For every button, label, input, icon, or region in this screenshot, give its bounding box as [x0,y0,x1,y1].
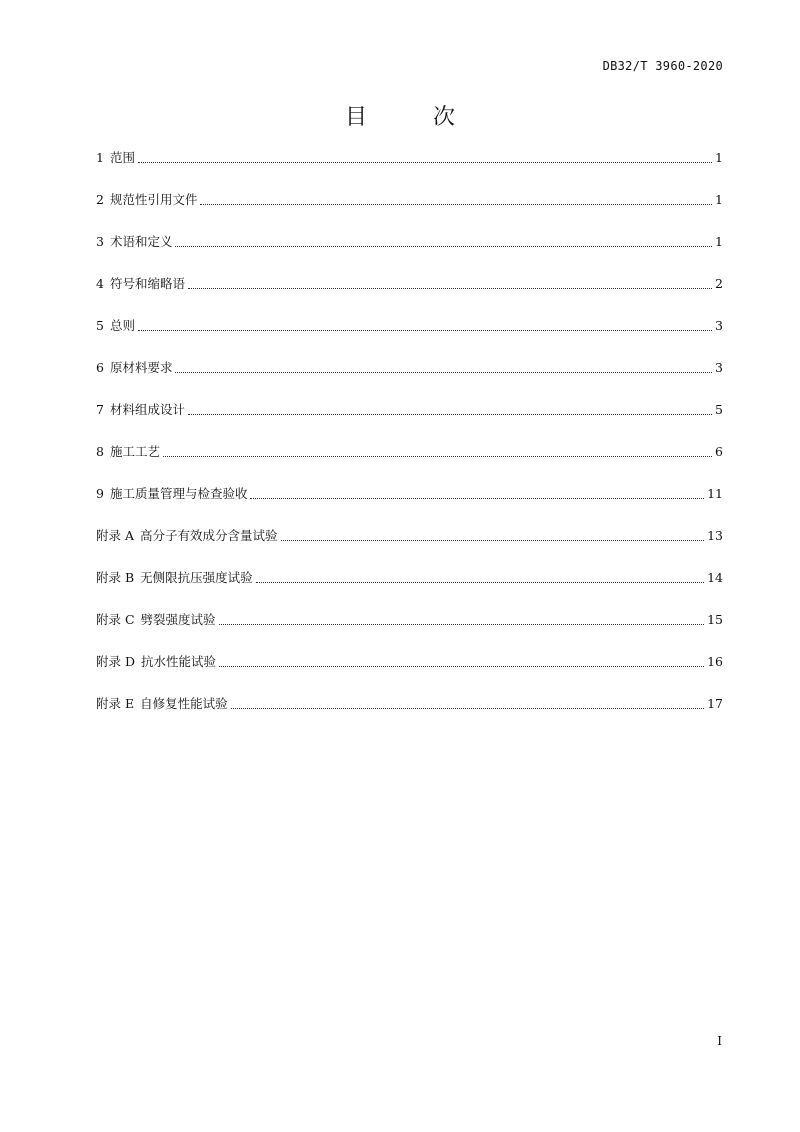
toc-entry-label: 材料组成设计 [109,402,185,417]
toc-entry-appendix-a[interactable] [96,527,723,569]
toc-entry-page: 1 [715,234,723,249]
dot-leader [250,485,704,499]
toc-entry-2[interactable] [96,191,723,233]
dot-leader [200,191,712,205]
toc-entry-page: 6 [715,444,723,459]
toc-entry-number: 7 [96,402,104,417]
dot-leader [188,275,712,289]
toc-entry-label: 范围 [109,150,135,165]
toc-entry-label: 无侧限抗压强度试验 [140,570,253,585]
dot-leader [175,359,712,373]
dot-leader [231,695,704,709]
toc-entry-label: 原材料要求 [109,360,173,375]
toc-entry-page: 2 [715,276,723,291]
dot-leader [219,611,705,625]
toc-entry-number: 附录 A [96,528,135,543]
dot-leader [175,233,712,247]
toc-entry-page: 3 [715,360,723,375]
dot-leader [188,401,712,415]
toc-entry-appendix-e[interactable] [96,695,723,737]
toc-entry-page: 5 [715,402,723,417]
dot-leader [138,149,712,163]
toc-entry-page: 11 [707,486,723,501]
toc-entry-label: 高分子有效成分含量试验 [140,528,278,543]
dot-leader [281,527,705,541]
toc-entry-number: 附录 D [96,654,135,669]
toc-entry-label: 符号和缩略语 [109,276,185,291]
toc-entry-number: 5 [96,318,104,333]
toc-entry-number: 9 [96,486,104,501]
toc-entry-number: 附录 B [96,570,135,585]
toc-entry-page: 17 [707,696,723,711]
toc-entry-page: 16 [707,654,723,669]
toc-entry-appendix-c[interactable] [96,611,723,653]
toc-entry-page: 1 [715,192,723,207]
page-title: 目 次 [344,105,477,130]
toc-entry-label: 术语和定义 [109,234,173,249]
toc-entry-label: 劈裂强度试验 [140,612,216,627]
toc-entry-number: 8 [96,444,104,459]
toc-entry-number: 4 [96,276,104,291]
toc-entry-page: 13 [707,528,723,543]
toc-entry-page: 1 [715,150,723,165]
toc-entry-page: 3 [715,318,723,333]
toc-entry-label: 施工工艺 [109,444,160,459]
toc-entry-label: 总则 [109,318,135,333]
toc-entry-number: 1 [96,150,104,165]
toc-entry-number: 附录 E [96,696,135,711]
dot-leader [138,317,712,331]
toc-entry-9[interactable] [96,485,723,527]
table-of-contents [96,149,723,737]
toc-entry-label: 施工质量管理与检查验收 [109,486,248,501]
toc-entry-1[interactable] [96,149,723,191]
toc-entry-label: 抗水性能试验 [141,654,217,669]
toc-entry-label: 规范性引用文件 [109,192,198,207]
dot-leader [256,569,704,583]
dot-leader [163,443,712,457]
page-number: I [717,1034,722,1048]
toc-entry-number: 6 [96,360,104,375]
toc-entry-7[interactable] [96,401,723,443]
toc-entry-number: 3 [96,234,104,249]
toc-entry-number: 2 [96,192,104,207]
toc-entry-5[interactable] [96,317,723,359]
toc-entry-label: 自修复性能试验 [140,696,228,711]
toc-entry-number: 附录 C [96,612,135,627]
toc-entry-3[interactable] [96,233,723,275]
toc-entry-page: 15 [707,612,723,627]
document-code: DB32/T 3960-2020 [602,59,723,73]
toc-entry-4[interactable] [96,275,723,317]
toc-entry-appendix-b[interactable] [96,569,723,611]
dot-leader [219,653,704,667]
toc-entry-page: 14 [707,570,723,585]
toc-entry-8[interactable] [96,443,723,485]
toc-entry-appendix-d[interactable] [96,653,723,695]
toc-entry-6[interactable] [96,359,723,401]
